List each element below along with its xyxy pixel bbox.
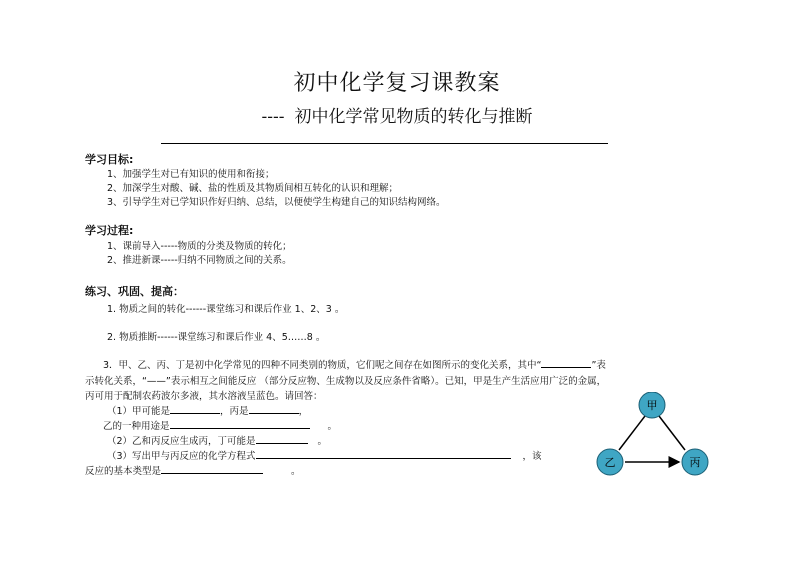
objective-item: 3、引导学生对已学知识作好归纳、总结，以便使学生构建自己的知识结构网络。 [107,197,446,208]
blank-yi-use[interactable] [170,418,310,429]
blank-equation[interactable] [256,448,511,459]
process-item: 2、推进新课-----归纳不同物质之间的关系。 [107,255,292,266]
blank-reaction-type[interactable] [161,463,263,474]
question-line-3: 丙可用于配制农药波尔多液，其水溶液呈蓝色。请回答： [85,391,323,402]
title-rule [161,143,608,144]
objectives-heading: 学习目标: [85,153,134,166]
node-bing-label: 丙 [689,456,701,469]
page-subtitle [0,102,794,127]
question-line-1: 3．甲、乙、丙、丁是初中化学常见的四种不同类别的物质，它们呢之间存在如图所示的变化关系，其中“ ”表 [103,357,606,371]
blank-jia[interactable] [170,403,220,414]
blank-bing[interactable] [249,403,299,414]
question-3: （3）写出甲与丙反应的化学方程式 ，该 [107,448,542,462]
question-2: （2）乙和丙反应生成丙，丁可能是 。 [107,433,327,447]
process-heading: 学习过程: [85,224,134,237]
question-1-use: 乙的一种用途是 。 [103,418,337,432]
question-line-2: 示转化关系，“——”表示相互之间能反应 （部分反应物、生成物以及反应条件省略）。已知，甲是生产生活应用广泛的金属， [85,376,607,387]
question-1: （1）甲可能是 ，丙是 ， [107,403,308,417]
subtitle-dash: ---- [261,107,285,127]
node-jia-label: 甲 [646,399,658,412]
edge-jia-yi [619,416,645,450]
relation-diagram [595,392,725,482]
practice-heading: 练习、巩固、提高： [85,285,184,298]
practice-item: 2. 物质推断------课堂练习和课后作业 4、5……8 。 [107,332,326,343]
subtitle-text: 初中化学常见物质的转化与推断 [294,107,533,127]
objective-item: 1、加强学生对已有知识的使用和衔接； [107,169,275,180]
edge-jia-bing [659,416,685,450]
page-title: 初中化学复习课教案 [293,71,501,96]
question-3-type: 反应的基本类型是 。 [85,463,301,477]
practice-item: 1. 物质之间的转化------课堂练习和课后作业 1、2、3 。 [107,304,345,315]
blank-ding[interactable] [256,433,308,444]
blank-symbol[interactable] [541,357,591,368]
objective-item: 2、加深学生对酸、碱、盐的性质及其物质间相互转化的认识和理解； [107,183,399,194]
process-item: 1、课前导入-----物质的分类及物质的转化； [107,241,292,252]
node-yi-label: 乙 [604,456,616,469]
